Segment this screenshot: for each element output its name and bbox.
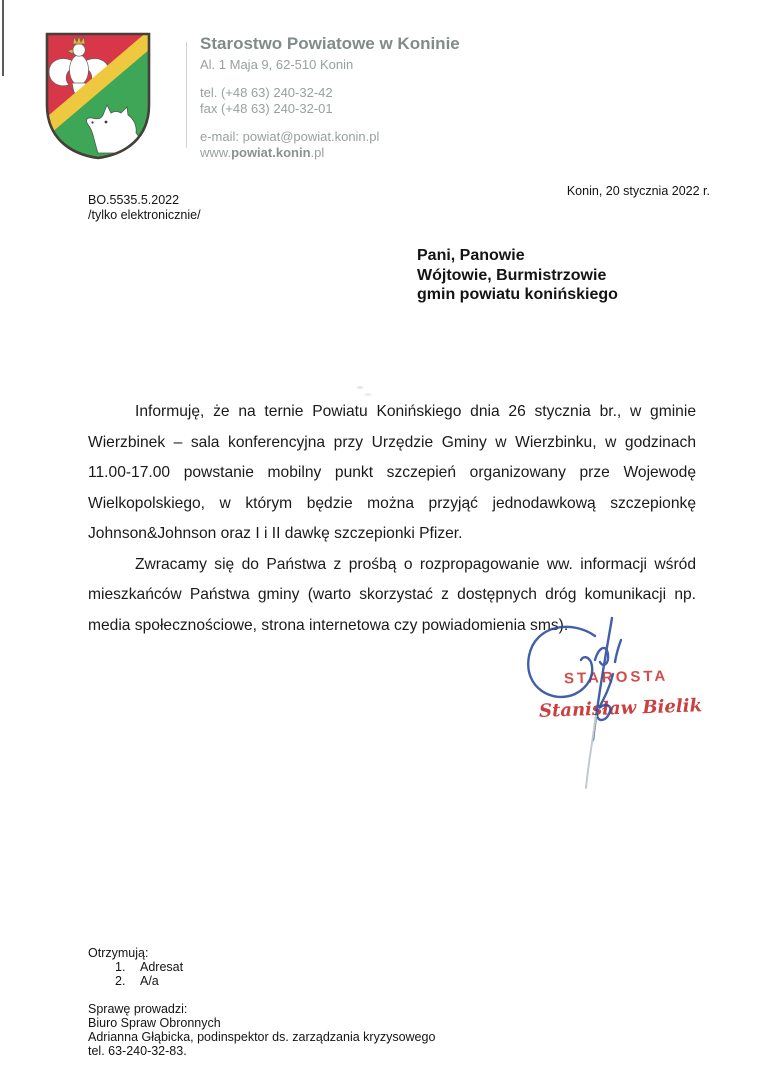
received-item-number: 2.	[115, 973, 126, 988]
recipient-block	[417, 246, 618, 305]
org-email: e-mail: powiat@powiat.konin.pl	[200, 129, 380, 144]
letter-body	[88, 397, 696, 641]
org-phone-block	[200, 85, 460, 117]
received-label: Otrzymują:	[88, 946, 149, 960]
received-item-text: A/a	[140, 973, 159, 988]
stamp-signer-name: Stanisław Bielik	[538, 695, 703, 722]
body-paragraph-1: Informuję, że na ternie Powiatu Konińskiego dnia 26 stycznia br., w gminie Wierzbinek – sala konferencyjna przy Urzędzie Gminy w Wierzbinku, w godzinach 11.00-17.00 powstanie mobilny punkt szczepień organizowany prze Wojewodę Wielkopolskiego, w którym będzie można przyjąć jednodawkową szczepionkę Johnson&Johnson oraz I i II dawkę szczepionki Pfizer.	[88, 403, 696, 542]
received-block	[88, 947, 435, 988]
received-item	[88, 975, 435, 989]
delivery-note: /tylko elektronicznie/	[88, 207, 201, 222]
org-website	[200, 145, 460, 161]
reference-number: BO.5535.5.2022	[88, 193, 180, 207]
coat-of-arms	[40, 27, 156, 163]
stamp-starosta-title: STAROSTA	[563, 667, 669, 688]
handler-person: Adrianna Głąbicka, podinspektor ds. zarządzania kryzysowego	[88, 1029, 436, 1044]
letterhead-text	[200, 34, 460, 161]
handwritten-signature	[495, 612, 725, 802]
scan-speck	[357, 386, 363, 389]
received-item-text: Adresat	[140, 959, 184, 974]
scan-edge-artifact	[2, 0, 4, 76]
recipient-line-2: Wójtowie, Burmistrzowie	[417, 266, 607, 284]
org-address: Al. 1 Maja 9, 62-510 Konin	[200, 57, 354, 72]
date-line: Konin, 20 stycznia 2022 r.	[566, 184, 710, 198]
letter-footer	[88, 947, 435, 1059]
handler-label: Sprawę prowadzi:	[88, 1002, 188, 1017]
received-item-number: 1.	[115, 959, 126, 974]
website-domain: powiat.konin	[231, 145, 311, 160]
signature-ink-icon	[495, 612, 725, 802]
handler-phone: tel. 63-240-32-83.	[88, 1043, 187, 1058]
konin-county-crest-icon	[40, 27, 156, 163]
case-handler-block	[88, 1003, 435, 1058]
body-paragraph-2: Zwracamy się do Państwa z prośbą o rozpropagowanie ww. informacji wśród mieszkańców Państwa gminy (warto skorzystać z dostępnych dróg komunikacji np. media społecznościowe, strona internetowa czy powiadomienia sms).	[88, 555, 696, 634]
org-name: Starostwo Powiatowe w Koninie	[200, 34, 460, 53]
received-item	[88, 961, 435, 975]
website-suffix: .pl	[310, 145, 325, 160]
handler-unit: Biuro Spraw Obronnych	[88, 1016, 221, 1031]
scan-speck	[364, 393, 372, 396]
reference-block	[88, 193, 201, 222]
org-fax: fax (+48 63) 240-32-01	[200, 101, 333, 116]
org-web-block	[200, 129, 460, 161]
letterhead-divider	[186, 42, 187, 148]
recipient-line-1: Pani, Panowie	[417, 247, 525, 264]
org-tel: tel. (+48 63) 240-32-42	[200, 85, 333, 100]
website-prefix: www.	[200, 145, 232, 160]
recipient-line-3: gmin powiatu konińskiego	[417, 286, 618, 303]
